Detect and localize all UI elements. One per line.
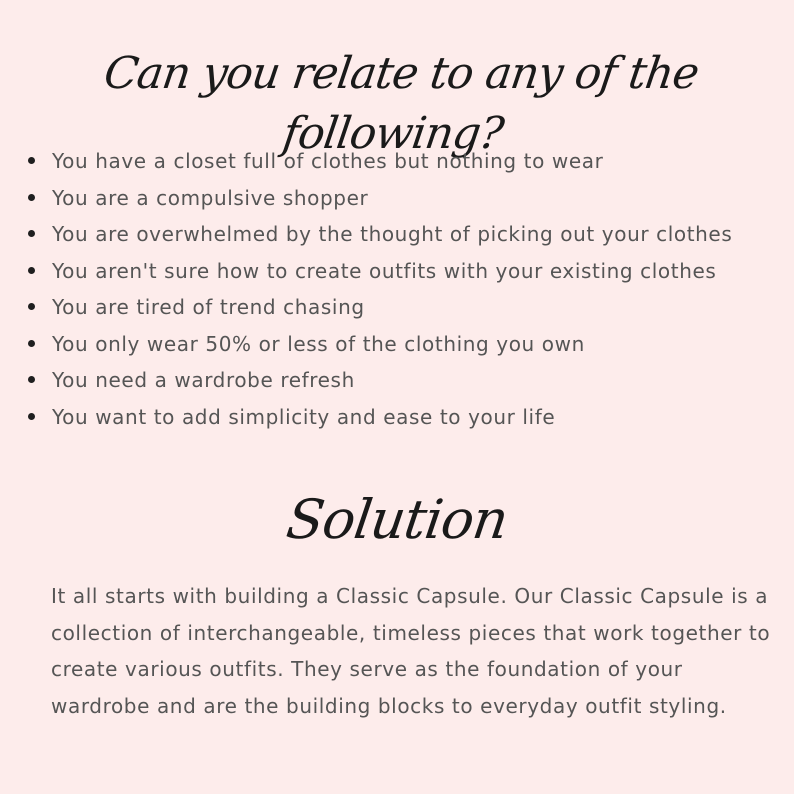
bullet-dot-icon [28,267,35,274]
list-item-text: You have a closet full of clothes but nothing to wear [52,149,604,173]
list-item [0,143,794,180]
bullet-dot-icon [28,340,35,347]
solution-paragraph: It all starts with building a Classic Capsule. Our Classic Capsule is a collection of interchangeable, timeless pieces that work together to create various outfits. They serve as the foundation of your wardrobe and are the building blocks to everyday outfit styling. [51,584,771,718]
bullet-dot-icon [28,157,35,164]
list-item-text: You are tired of trend chasing [52,295,365,319]
list-item [0,326,794,363]
list-item [0,216,794,253]
list-item [0,362,794,399]
page-heading: Can you relate to any of the following? [101,48,702,159]
bullet-dot-icon [28,303,35,310]
list-item [0,180,794,217]
list-item [0,399,794,436]
bullet-dot-icon [28,230,35,237]
list-item-text: You are overwhelmed by the thought of picking out your clothes [52,222,733,246]
relate-list [0,143,794,435]
list-item [0,289,794,326]
list-item [0,253,794,290]
solution-title: Solution [282,488,512,551]
bullet-dot-icon [28,413,35,420]
list-item-text: You are a compulsive shopper [52,185,369,210]
list-item-text: You want to add simplicity and ease to your life [52,404,556,429]
list-item-text: You aren't sure how to create outfits with your existing clothes [52,258,717,283]
list-item-text: You only wear 50% or less of the clothing you own [52,331,585,356]
bullet-dot-icon [28,376,35,383]
bullet-dot-icon [28,194,35,201]
list-item-text: You need a wardrobe refresh [52,368,355,392]
